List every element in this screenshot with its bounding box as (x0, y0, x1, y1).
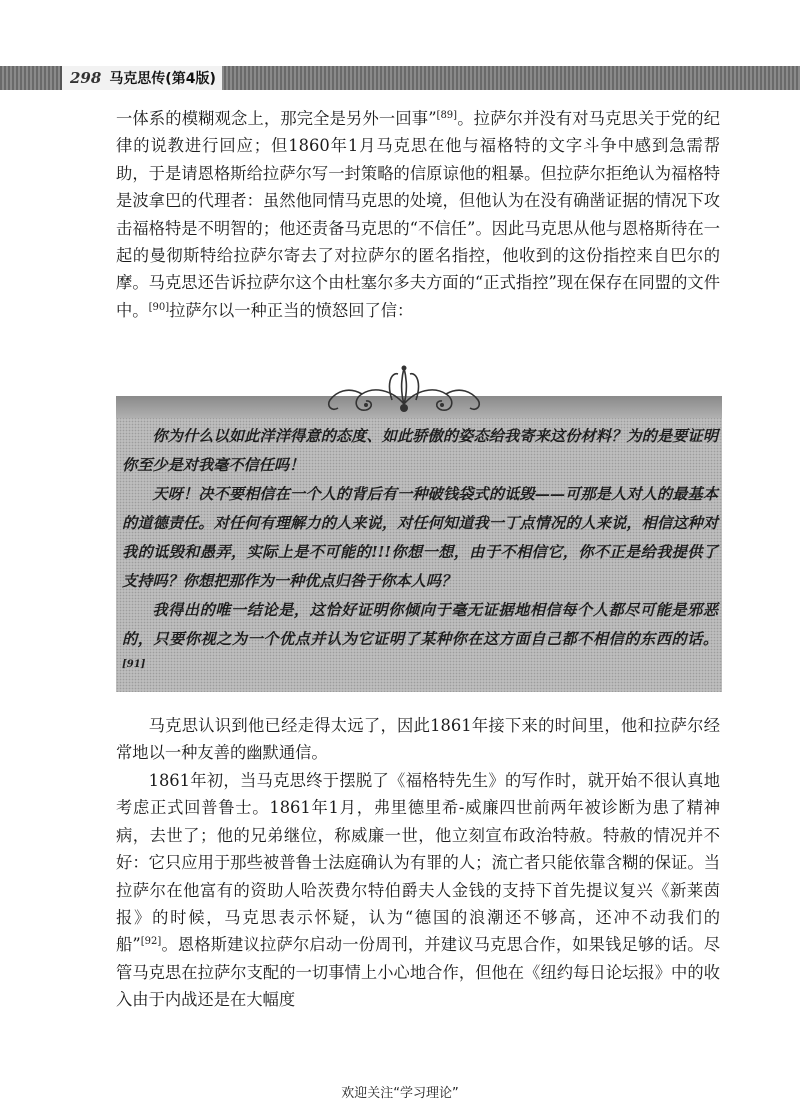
footnote-ref-90: [90] (148, 301, 170, 313)
paragraph-1-text-end: 拉萨尔以一种正当的愤怒回了信： (169, 300, 414, 320)
book-title: 马克思传(第4版) (109, 71, 216, 87)
footnote-ref-92: [92] (140, 936, 162, 948)
paragraph-2 (116, 712, 720, 767)
quote-paragraph-1: 你为什么以如此洋洋得意的态度、如此骄傲的姿态给我寄来这份材料？为的是要证明你至少是对我毫不信任吗！ (122, 427, 718, 474)
paragraph-1 (116, 105, 720, 324)
footnote-ref-91: [91] (122, 659, 146, 670)
quote-paragraph-3 (122, 596, 718, 683)
paragraph-3 (116, 767, 720, 1014)
ornament-icon (322, 360, 486, 422)
paragraph-2-text: 马克思认识到他已经走得太远了，因此1861年接下来的时间里，他和拉萨尔经常地以一种友善的幽默通信。 (116, 716, 720, 763)
quote-paragraph-2: 天呀！决不要相信在一个人的背后有一种破钱袋式的诋毁——可那是人对人的最基本的道德责任。对任何有理解力的人来说，对任何知道我一丁点情况的人来说，相信这种对我的诋毁和愚弄，实际上是不可能的!!!你想一想，由于不相信它，你不正是给我提供了支持吗？你想把那作为一种优点归咎于你本人吗？ (122, 485, 718, 590)
running-header (60, 66, 222, 90)
page-number: 298 (70, 69, 102, 87)
footnote-ref-89: [89] (436, 110, 458, 121)
paragraph-3-text: 1861年初，当马克思终于摆脱了《福格特先生》的写作时，就开始不很认真地考虑正式回普鲁士。1861年1月，弗里德里希-威廉四世前两年被诊断为患了精神病，去世了；他的兄弟继位，称威廉一世，他立刻宣布政治特赦。特赦的情况并不好：它只应用于那些被普鲁士法庭确认为有罪的人；流亡者只能依靠含糊的保证。当拉萨尔在他富有的资助人哈茨费尔特伯爵夫人金钱的支持下首先提议复兴《新莱茵报》的时候，马克思表示怀疑，认为“德国的浪潮还不够高，还冲不动我们的船” (116, 771, 720, 955)
paragraph-3-text-cont: 。恩格斯建议拉萨尔启动一份周刊，并建议马克思合作，如果钱足够的话。尽管马克思在拉萨尔支配的一切事情上小心地合作，但他在《纽约每日论坛报》中的收入由于内战还是在大幅度 (116, 935, 720, 1010)
paragraph-1-text-cont: 。拉萨尔并没有对马克思关于党的纪律的说教进行回应；但1860年1月马克思在他与福格特的文字斗争中感到急需帮助，于是请恩格斯给拉萨尔写一封策略的信原谅他的粗暴。但拉萨尔拒绝认为福格特是波拿巴的代理者：虽然他同情马克思的处境，但他认为在没有确凿证据的情况下攻击福格特是不明智的；他还责备马克思的“不信任”。因此马克思从他与恩格斯待在一起的曼彻斯特给拉萨尔寄去了对拉萨尔的匿名指控，他收到的这份指控来自巴尔的摩。马克思还告诉拉萨尔这个由杜塞尔多夫方面的“正式指控”现在保存在同盟的文件中。 (116, 109, 720, 320)
footer-text: 欢迎关注“学习理论” (341, 1086, 459, 1101)
paragraph-1-text: 一体系的模糊观念上，那完全是另外一回事” (116, 109, 437, 128)
quote-paragraph-3-text: 我得出的唯一结论是，这恰好证明你倾向于毫无证据地相信每个人都尽可能是邪恶的，只要你视之为一个优点并认为它证明了某种你在这方面自己都不相信的东西的话。 (122, 601, 718, 648)
